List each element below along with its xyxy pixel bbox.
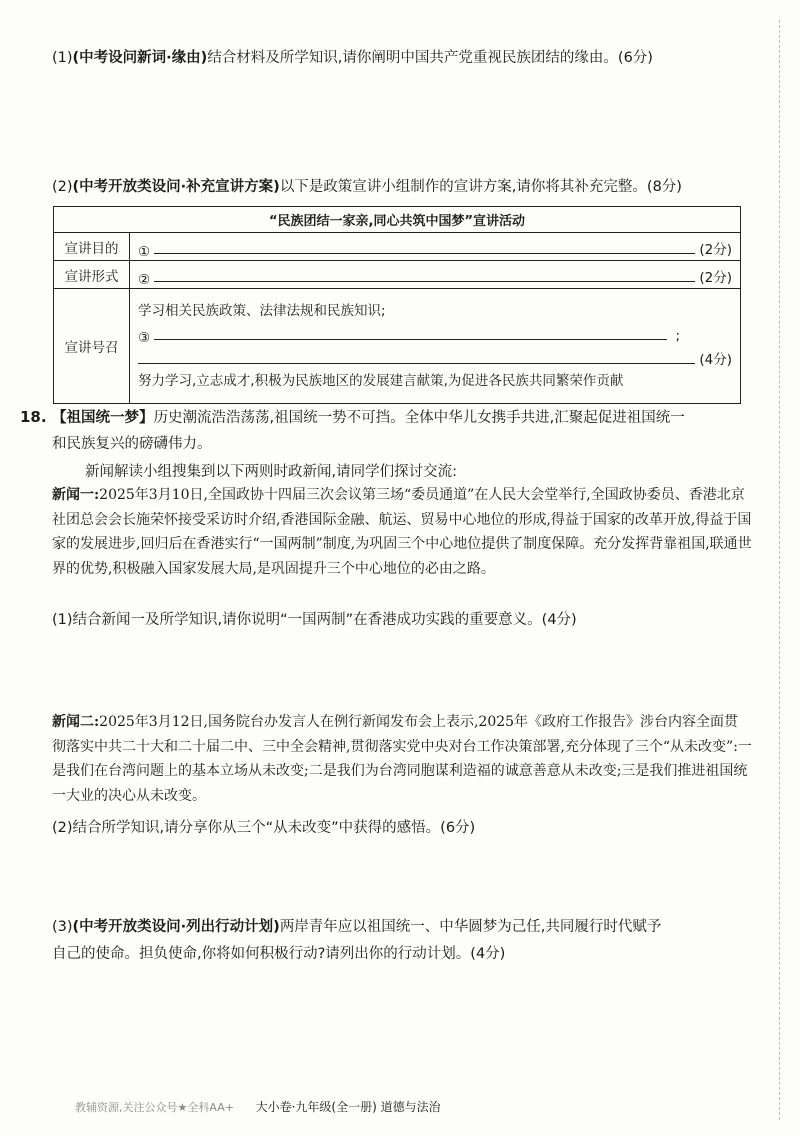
answer-blank[interactable] — [154, 339, 667, 340]
circled-marker: ① — [138, 244, 151, 260]
q18-sub3-line2: 自己的使命。担负使命,你将如何积极行动?请列出你的行动计划。(4分) — [52, 946, 506, 962]
semicolon: ; — [675, 328, 680, 344]
footer-promo: 教辅资源,关注公众号★全科AA+ — [75, 1101, 234, 1114]
q18-sub1: (1)结合新闻一及所学知识,请你说明“一国两制”在香港成功实践的重要意义。(4分) — [52, 612, 577, 628]
q17-sub2: (2)(中考开放类设问·补充宣讲方案)以下是政策宣讲小组制作的宣讲方案,请你将其补充完整。(8分) — [52, 179, 682, 195]
q18-intro-line2: 和民族复兴的磅礴伟力。 — [52, 436, 212, 452]
circled-marker: ② — [138, 272, 151, 288]
q17-sub1: (1)(中考设问新词·缘由)结合材料及所学知识,请你阐明中国共产党重视民族团结的缘由。(6分) — [52, 50, 653, 66]
answer-blank[interactable] — [154, 281, 695, 282]
propaganda-plan-table — [53, 206, 741, 404]
answer-blank[interactable] — [154, 253, 695, 254]
table-row-call — [54, 289, 741, 404]
footer-title: 大小卷·九年级(全一册) 道德与法治 — [255, 1100, 441, 1114]
table-title: “民族团结一家亲,同心共筑中国梦”宣讲活动 — [54, 207, 741, 233]
answer-blank[interactable] — [138, 363, 695, 364]
row-label: 宣讲形式 — [54, 261, 130, 289]
table-row-form — [54, 261, 741, 289]
q18-sub2: (2)结合所学知识,请分享你从三个“从未改变”中获得的感悟。(6分) — [52, 820, 476, 836]
q18-intro-line1: 【祖国统一梦】历史潮流浩浩荡荡,祖国统一势不可挡。全体中华儿女携手共进,汇聚起促进祖国统一 — [52, 410, 685, 426]
question-number: 18. — [20, 408, 47, 426]
row-label: 宣讲目的 — [54, 233, 130, 261]
circled-marker: ③ — [138, 330, 151, 346]
call-line-1: 学习相关民族政策、法律法规和民族知识; — [138, 303, 386, 319]
row-label: 宣讲号召 — [54, 289, 130, 404]
news-one: 新闻一:2025年3月10日,全国政协十四届三次会议第三场“委员通道”在人民大会堂举行,全国政协委员、香港北京社团总会会长施荣怀接受采访时介绍,香港国际金融、航运、贸易中心地位的形成,得益于国家的改革开放,得益于国家的发展进步,回归后在香港实行“一国两制”制度,为巩固三个中心地位提供了制度保障。充分发挥背靠祖国,联通世界的优势,积极融入国家发展大局,是巩固提升三个中心地位的必由之路。 — [52, 487, 752, 577]
binding-line — [779, 20, 780, 1120]
page-footer — [75, 1098, 441, 1115]
score: (4分) — [699, 352, 732, 368]
q18-lead: 新闻解读小组搜集到以下两则时政新闻,请同学们探讨交流: — [85, 464, 457, 480]
score: (2分) — [699, 242, 732, 258]
score: (2分) — [699, 270, 732, 286]
call-line-4: 努力学习,立志成才,积极为民族地区的发展建言献策,为促进各民族共同繁荣作贡献 — [138, 373, 624, 389]
news-two: 新闻二:2025年3月12日,国务院台办发言人在例行新闻发布会上表示,2025年《政府工作报告》涉台内容全面贯彻落实中共二十大和二十届二中、三中全会精神,贯彻落实党中央对台工作决策部署,充分体现了三个“从未改变”:一是我们在台湾问题上的基本立场从未改变;二是我们为台湾同胞谋利造福的诚意善意从未改变;三是我们推进祖国统一大业的决心从未改变。 — [52, 714, 752, 804]
q18-sub3-line1: (3)(中考开放类设问·列出行动计划)两岸青年应以祖国统一、中华圆梦为己任,共同履行时代赋予 — [52, 919, 662, 935]
table-row-purpose — [54, 233, 741, 261]
